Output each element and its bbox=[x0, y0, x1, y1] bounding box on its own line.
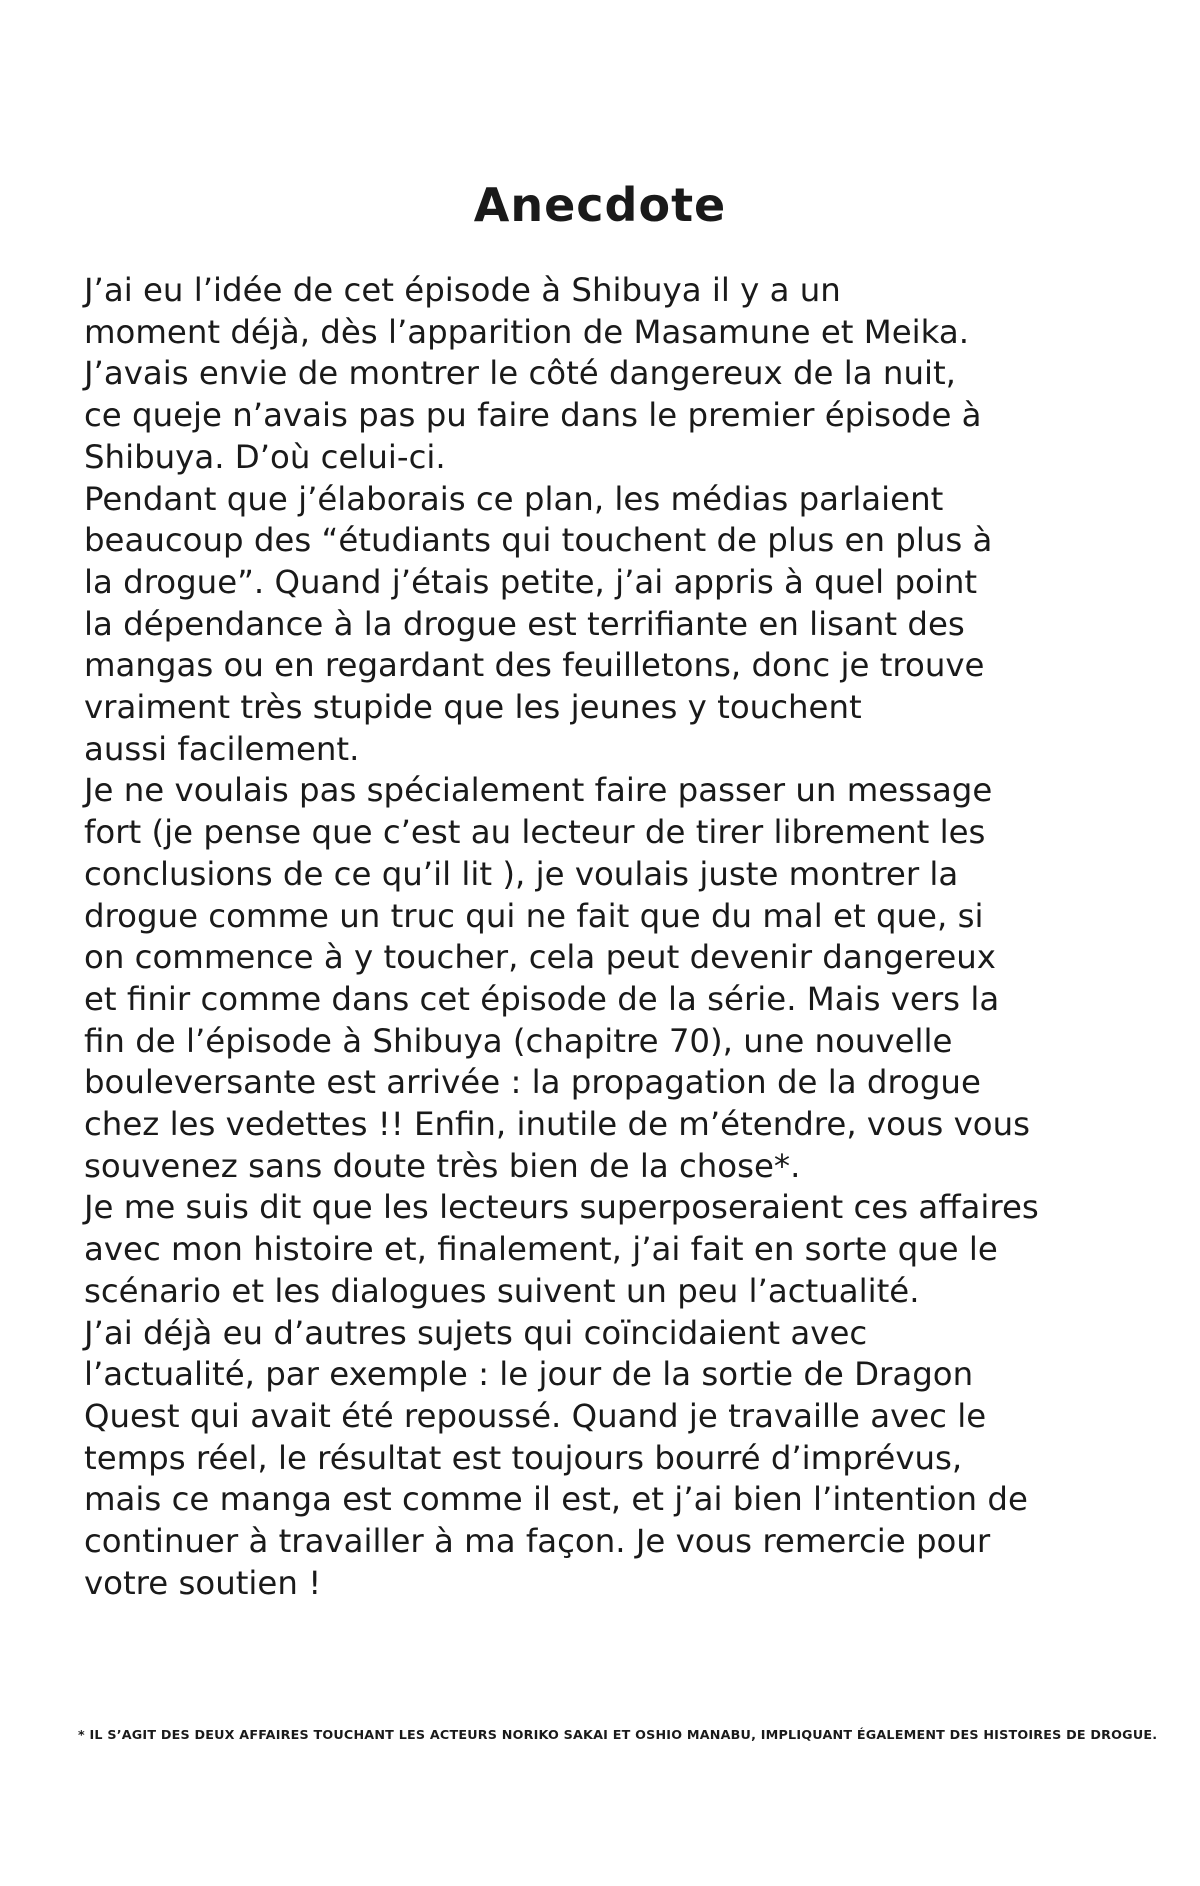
text-line: Pendant que j’élaborais ce plan, les médias parlaient bbox=[84, 479, 944, 518]
text-line: chez les vedettes !! Enfin, inutile de m’étendre, vous vous bbox=[84, 1105, 1030, 1144]
text-line: on commence à y toucher, cela peut devenir dangereux bbox=[84, 938, 996, 977]
footnote: * IL S’AGIT DES DEUX AFFAIRES TOUCHANT LES ACTEURS NORIKO SAKAI ET OSHIO MANABU, IMPLIQUANT ÉGALEMENT DES HISTOIRES DE DROGUE. bbox=[78, 1727, 1158, 1742]
text-line: temps réel, le résultat est toujours bourré d’imprévus, bbox=[84, 1438, 963, 1477]
text-line: fort (je pense que c’est au lecteur de tirer librement les bbox=[84, 813, 986, 852]
text-line: vraiment très stupide que les jeunes y touchent bbox=[84, 688, 862, 727]
text-line: Shibuya. D’où celui-ci. bbox=[84, 437, 446, 476]
text-line: drogue comme un truc qui ne fait que du mal et que, si bbox=[84, 896, 984, 935]
text-line: J’ai déjà eu d’autres sujets qui coïncidaient avec bbox=[84, 1313, 868, 1352]
text-line: Quest qui avait été repoussé. Quand je travaille avec le bbox=[84, 1396, 987, 1435]
text-line: mangas ou en regardant des feuilletons, donc je trouve bbox=[84, 646, 985, 685]
text-line: J’avais envie de montrer le côté dangereux de la nuit, bbox=[84, 354, 956, 393]
text-line: Je me suis dit que les lecteurs superposeraient ces affaires bbox=[84, 1188, 1039, 1227]
text-line: conclusions de ce qu’il lit ), je voulais juste montrer la bbox=[84, 854, 959, 893]
text-line: ce queje n’avais pas pu faire dans le premier épisode à bbox=[84, 396, 982, 435]
text-line: moment déjà, dès l’apparition de Masamune et Meika. bbox=[84, 312, 970, 351]
text-line: J’ai eu l’idée de cet épisode à Shibuya il y a un bbox=[84, 271, 841, 309]
text-line: fin de l’épisode à Shibuya (chapitre 70), une nouvelle bbox=[84, 1021, 953, 1060]
text-line: aussi facilement. bbox=[84, 729, 360, 768]
text-line: mais ce manga est comme il est, et j’ai bien l’intention de bbox=[84, 1480, 1028, 1519]
text-line: votre soutien ! bbox=[84, 1563, 322, 1602]
text-line: souvenez sans doute très bien de la chose*. bbox=[84, 1146, 801, 1185]
text-line: scénario et les dialogues suivent un peu l’actualité. bbox=[84, 1271, 920, 1310]
page-title: Anecdote bbox=[473, 178, 727, 232]
text-line: Je ne voulais pas spécialement faire passer un message bbox=[84, 771, 993, 810]
text-line: la drogue”. Quand j’étais petite, j’ai appris à quel point bbox=[84, 562, 978, 601]
text-line: avec mon histoire et, finalement, j’ai fait en sorte que le bbox=[84, 1230, 998, 1269]
text-line: l’actualité, par exemple : le jour de la sortie de Dragon bbox=[84, 1355, 974, 1394]
text-line: continuer à travailler à ma façon. Je vous remercie pour bbox=[84, 1522, 991, 1561]
text-line: et finir comme dans cet épisode de la série. Mais vers la bbox=[84, 979, 1000, 1018]
text-line: la dépendance à la drogue est terrifiante en lisant des bbox=[84, 604, 965, 643]
text-line: bouleversante est arrivée : la propagation de la drogue bbox=[84, 1063, 981, 1102]
text-line: beaucoup des “étudiants qui touchent de plus en plus à bbox=[84, 521, 993, 560]
anecdote-text bbox=[84, 270, 1134, 1605]
